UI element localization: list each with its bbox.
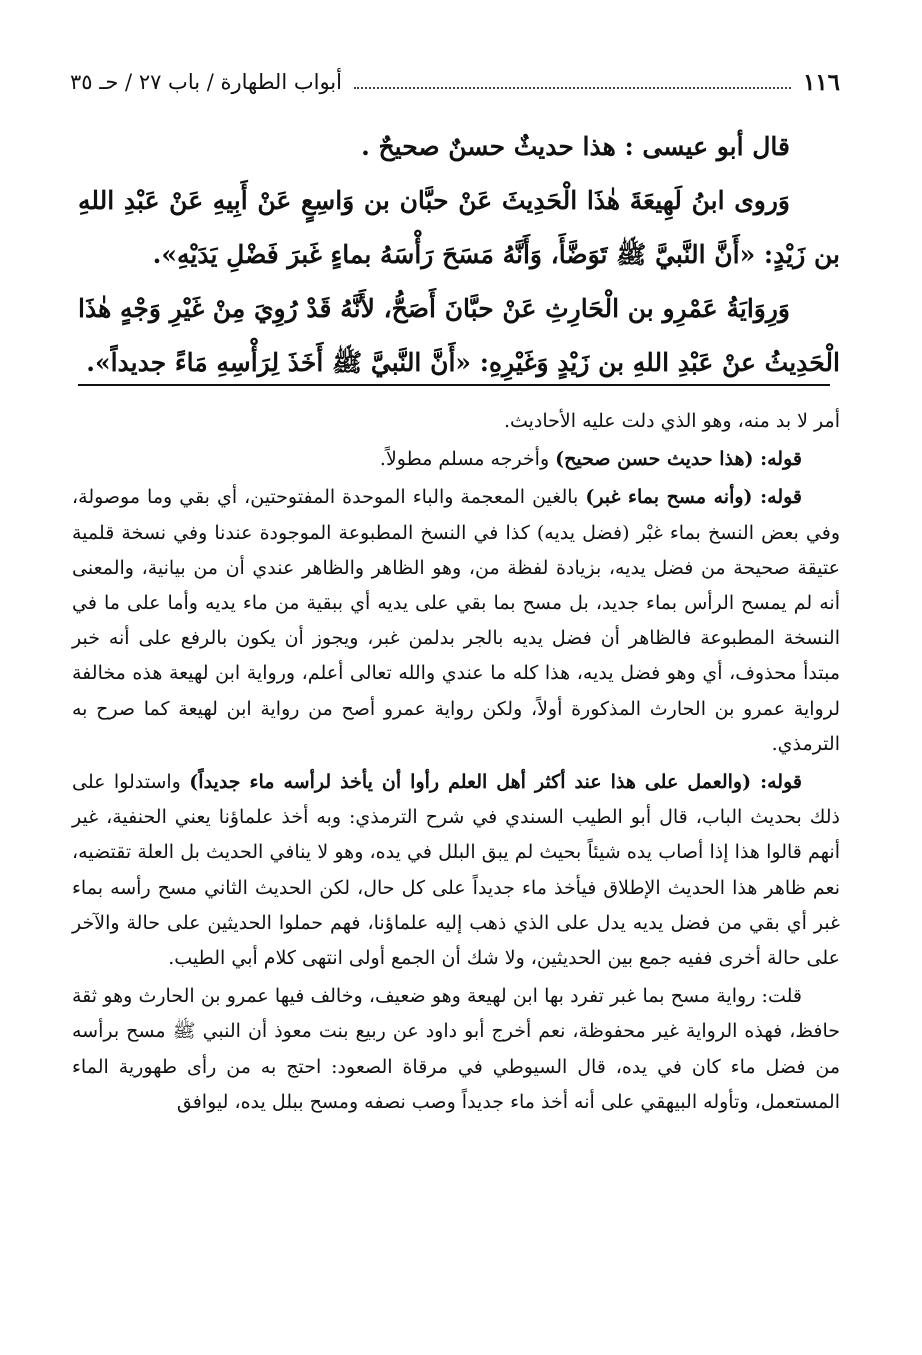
commentary-paragraph-3 <box>72 480 840 762</box>
main-paragraph-2: وَروى ابنُ لَهِيعَةَ هٰذَا الْحَدِيثَ عَنْ حبَّان بن وَاسِعٍ عَنْ أَبِيهِ عَنْ عَبْدِ اللهِ بن زَيْدٍ: «أَنَّ النَّبيَّ ﷺ تَوَضَّأَ، وَأَنَّهُ مَسَحَ رَأْسَهُ بماءٍ غَبرَ فَضْلِ يَدَيْهِ». <box>78 186 840 269</box>
running-header <box>70 62 840 102</box>
section-divider <box>78 384 830 386</box>
header-title: أبواب الطهارة / باب ٢٧ / حـ ٣٥ <box>70 70 342 94</box>
commentary-paragraph-5: قلت: رواية مسح بما غبر تفرد بها ابن لهيعة وهو ضعيف، وخالف فيها عمرو بن الحارث وهو ثقة حافظ، فهذه الرواية غير محفوظة، نعم أخرج أبو داود عن ربيع بنت معوذ أن النبي ﷺ مسح برأسه من فضل ماء كان في يده، قال السيوطي في مرقاة الصعود: احتج به من رأى طهورية الماء المستعمل، وتأوله البيهقي على أنه أخذ ماء جديداً وصب نصفه ومسح ببلل يده، ليوافق <box>72 985 840 1113</box>
main-paragraph-3: وَرِوَايَةُ عَمْرِو بن الْحَارِثِ عَنْ حبَّانَ أَصَحُّ، لأَنَّهُ قَدْ رُوِيَ مِنْ غَيْرِ وَجْهٍ هٰذَا الْحَدِيثُ عنْ عَبْدِ اللهِ بن زَيْدٍ وَغَيْرِهِ: «أَنَّ النَّبيَّ ﷺ أَخَذَ لِرَأْسِهِ مَاءً جديداً». <box>78 294 840 377</box>
page-number: ١١٦ <box>802 68 840 96</box>
commentary-text <box>72 404 840 1123</box>
header-dot-leader <box>354 87 791 89</box>
commentary-quote-label: قوله: (وأنه مسح بماء غبر) <box>585 486 803 509</box>
commentary-body: وأخرجه مسلم مطولاً. <box>379 448 556 471</box>
commentary-quote-label: قوله: (هذا حديث حسن صحيح) <box>555 448 802 471</box>
commentary-quote-label: قوله: (والعمل على هذا عند أكثر أهل العلم رأوا أن يأخذ لرأسه ماء جديداً) <box>189 771 802 794</box>
main-paragraph-1: قال أبو عيسى : هذا حديثٌ حسنٌ صحيحٌ . <box>361 132 790 161</box>
commentary-paragraph-1: أمر لا بد منه، وهو الذي دلت عليه الأحاديث. <box>503 410 840 432</box>
commentary-body: واستدلوا على ذلك بحديث الباب، قال أبو الطيب السندي في شرح الترمذي: وبه أخذ علماؤنا يعني الحنفية، غير أنهم قالوا هذا إذا أصاب يده شيئاً بحيث لم يبق البلل في يده، وهو لا ينافي الحديث بل العلة تقتضيه، نعم ظاهر هذا الحديث الإطلاق فيأخذ ماء جديداً على كل حال، لكن الحديث الثاني مسح رأسه بماء غبر أي بقي من فضل يديه يدل على الذي ذهب إليه علماؤنا، فهم حملوا الحديثين على حالة والآخر على حالة أخرى ففيه جمع بين الحديثين، ولا شك أن الجمع أولى انتهى كلام أبي الطيب. <box>72 771 840 970</box>
commentary-body: بالغين المعجمة والباء الموحدة المفتوحتين، أي بقي وما موصولة، وفي بعض النسخ بماء غبْر (فضل يديه) كذا في النسخ المطبوعة الموجودة عندنا وفي نسخة قلمية عتيقة صحيحة من فضل يديه، بزيادة لفظة من، وهو الظاهر والظاهر عندي أن من بيانية، والمعنى أنه لم يمسح الرأس بماء جديد، بل مسح بما بقي على يديه أي ببقية من ماء يديه وأما على ما في النسخة المطبوعة فالظاهر أن فضل يديه بالجر بدلمن غبر، ويجوز أن يكون بالرفع على أنه خبر مبتدأ محذوف، أي وهو فضل يديه، هذا كله ما عندي والله تعالى أعلم، ورواية ابن لهيعة هذه مخالفة لرواية عمرو بن الحارث المذكورة أولاً، ولكن رواية عمرو أصح من رواية ابن لهيعة كما صرح به الترمذي. <box>72 486 840 755</box>
main-hadith-text <box>78 120 840 390</box>
commentary-paragraph-2 <box>72 442 840 477</box>
commentary-paragraph-4 <box>72 765 840 976</box>
